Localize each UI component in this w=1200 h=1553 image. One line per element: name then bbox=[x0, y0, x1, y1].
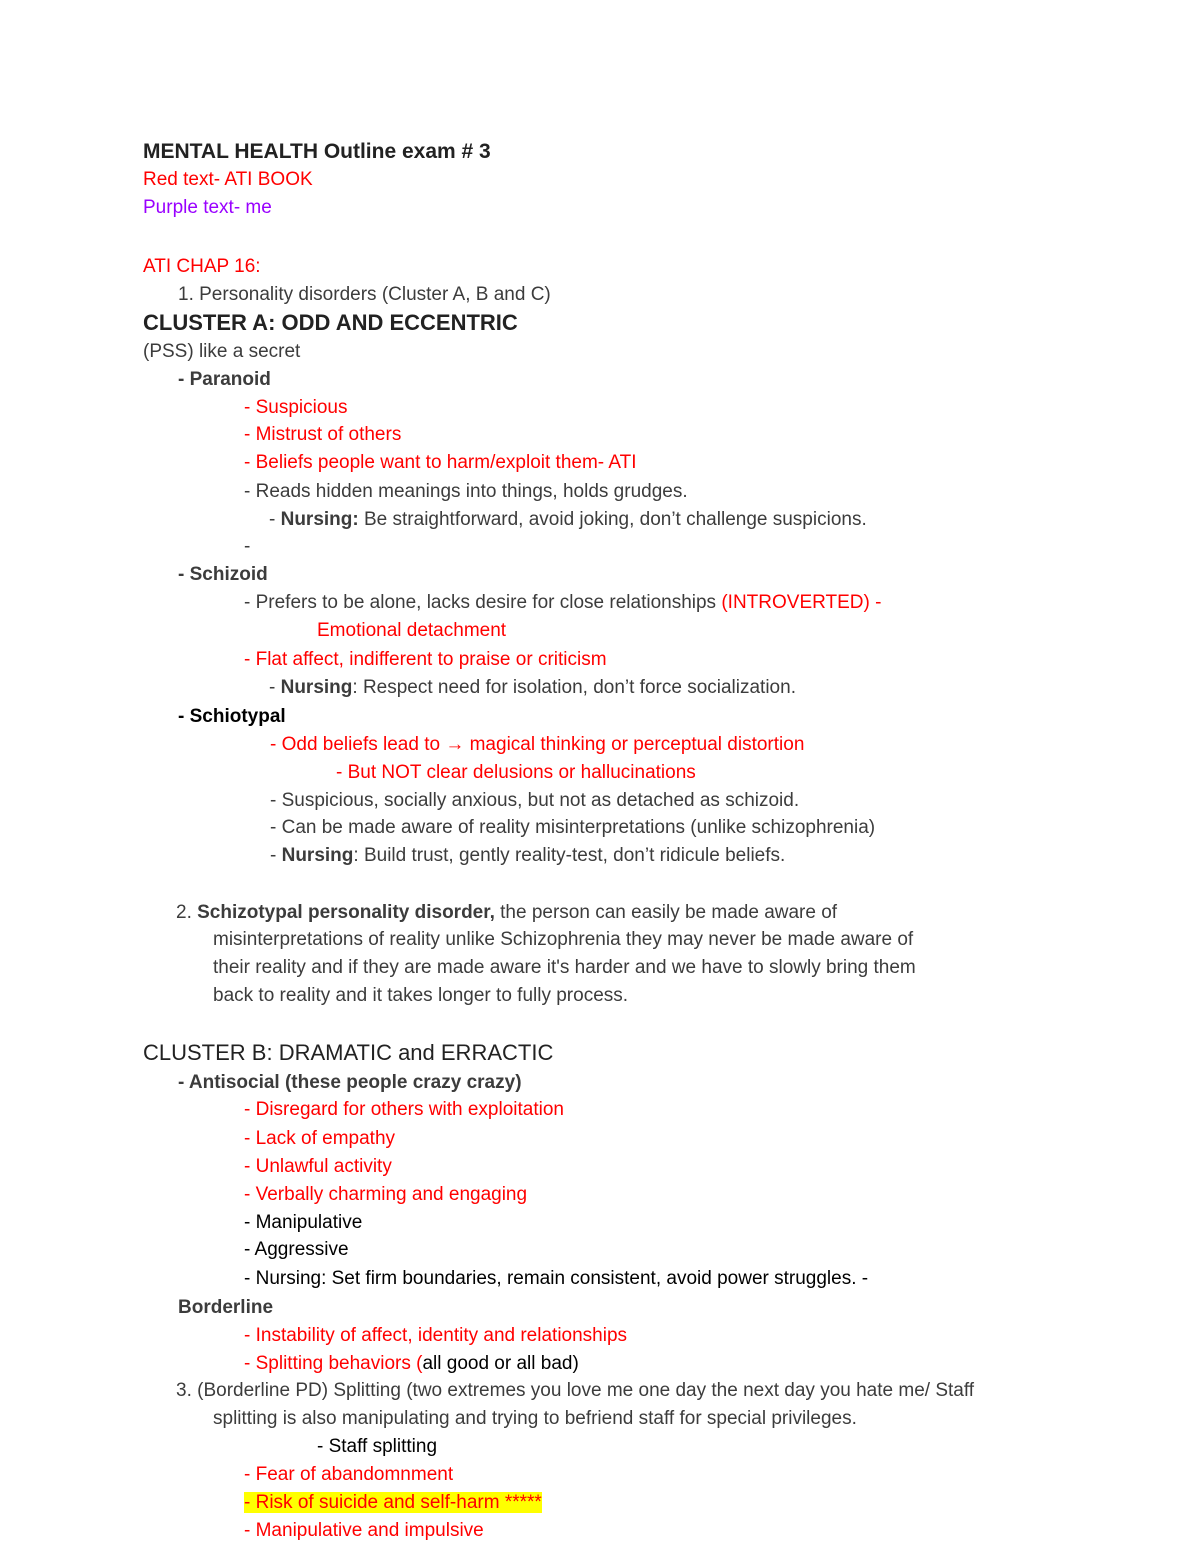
antisocial-line-3: - Unlawful activity bbox=[244, 1156, 392, 1177]
paranoid-nursing bbox=[269, 507, 867, 533]
list-item-2-line-3: their reality and if they are made aware it's harder and we have to slowly bring them bbox=[213, 957, 916, 978]
legend-red: Red text- ATI BOOK bbox=[143, 169, 313, 190]
nursing-text: : Respect need for isolation, don’t force socialization. bbox=[352, 677, 796, 698]
nursing-dash: - bbox=[270, 845, 282, 866]
list-item-2-line-4: back to reality and it takes longer to fully process. bbox=[213, 985, 629, 1006]
list-item-3-line-2: splitting is also manipulating and trying to befriend staff for special privileges. bbox=[213, 1408, 857, 1429]
pss-note: (PSS) like a secret bbox=[143, 341, 301, 362]
schiotypal-line-1: - Odd beliefs lead to → magical thinking or perceptual distortion bbox=[270, 734, 805, 755]
list-item-2-line-2: misinterpretations of reality unlike Schizophrenia they may never be made aware of bbox=[213, 929, 914, 950]
list-item-1: 1. Personality disorders (Cluster A, B and C) bbox=[178, 284, 551, 305]
schizoid-line-1-text: - Prefers to be alone, lacks desire for close relationships bbox=[244, 592, 722, 613]
list-item-2-text: the person can easily be made aware of bbox=[494, 902, 838, 923]
schizoid-line-1-red: (INTROVERTED) - bbox=[721, 592, 882, 613]
paranoid-line-2: - Mistrust of others bbox=[244, 424, 402, 445]
antisocial-heading: - Antisocial (these people crazy crazy) bbox=[178, 1072, 522, 1093]
borderline-line-3: - Fear of abandomnment bbox=[244, 1464, 454, 1485]
borderline-line-5: - Manipulative and impulsive bbox=[244, 1520, 484, 1541]
cluster-b-heading: CLUSTER B: DRAMATIC and ERRACTIC bbox=[143, 1040, 554, 1065]
nursing-label: Nursing bbox=[281, 845, 354, 866]
paranoid-empty-dash: - bbox=[244, 536, 251, 557]
schizoid-nursing bbox=[269, 675, 796, 701]
paranoid-line-1: - Suspicious bbox=[244, 397, 348, 418]
schiotypal-nursing bbox=[270, 843, 785, 869]
schiotypal-heading: - Schiotypal bbox=[178, 706, 286, 727]
schizoid-line-3: - Flat affect, indifferent to praise or criticism bbox=[244, 649, 607, 670]
paranoid-line-4: - Reads hidden meanings into things, holds grudges. bbox=[244, 481, 688, 502]
borderline-line-2-red: - Splitting behaviors ( bbox=[244, 1353, 423, 1374]
nursing-text: Be straightforward, avoid joking, don’t challenge suspicions. bbox=[358, 509, 867, 530]
list-item-2 bbox=[176, 900, 837, 926]
doc-title: MENTAL HEALTH Outline exam # 3 bbox=[143, 140, 491, 163]
nursing-label: Nursing: bbox=[280, 509, 359, 530]
highlighted-risk-text: - Risk of suicide and self-harm ***** bbox=[244, 1492, 542, 1513]
schizoid-line-2: Emotional detachment bbox=[317, 620, 507, 641]
schiotypal-line-4: - Can be made aware of reality misinterpretations (unlike schizophrenia) bbox=[270, 817, 876, 838]
cluster-a-heading: CLUSTER A: ODD AND ECCENTRIC bbox=[143, 310, 518, 335]
legend-purple: Purple text- me bbox=[143, 197, 272, 218]
list-item-2-number: 2. bbox=[176, 902, 198, 923]
schiotypal-line-2: - But NOT clear delusions or hallucinations bbox=[336, 762, 696, 783]
schizoid-heading: - Schizoid bbox=[178, 564, 268, 585]
nursing-label: Nursing bbox=[280, 677, 353, 698]
nursing-text: : Build trust, gently reality-test, don’t ridicule beliefs. bbox=[353, 845, 786, 866]
borderline-heading: Borderline bbox=[178, 1297, 274, 1318]
paranoid-heading: - Paranoid bbox=[178, 369, 271, 390]
antisocial-line-1: - Disregard for others with exploitation bbox=[244, 1099, 564, 1120]
borderline-line-1: - Instability of affect, identity and relationships bbox=[244, 1325, 628, 1346]
antisocial-line-4: - Verbally charming and engaging bbox=[244, 1184, 528, 1205]
borderline-line-2-text: all good or all bad) bbox=[422, 1353, 579, 1374]
list-item-3: 3. (Borderline PD) Splitting (two extremes you love me one day the next day you hate me/ Staff bbox=[176, 1380, 975, 1401]
borderline-line-4 bbox=[244, 1490, 542, 1516]
staff-splitting: - Staff splitting bbox=[317, 1436, 438, 1457]
schizoid-line-1 bbox=[244, 590, 881, 616]
antisocial-nursing: - Nursing: Set firm boundaries, remain consistent, avoid power struggles. - bbox=[244, 1268, 869, 1289]
list-item-2-bold: Schizotypal personality disorder, bbox=[197, 902, 495, 923]
antisocial-line-5: - Manipulative bbox=[244, 1212, 363, 1233]
paranoid-line-3: - Beliefs people want to harm/exploit them- ATI bbox=[244, 452, 637, 473]
antisocial-line-6: - Aggressive bbox=[244, 1239, 349, 1260]
antisocial-line-2: - Lack of empathy bbox=[244, 1128, 396, 1149]
schiotypal-line-3: - Suspicious, socially anxious, but not as detached as schizoid. bbox=[270, 790, 800, 811]
nursing-dash: - bbox=[269, 509, 281, 530]
nursing-dash: - bbox=[269, 677, 281, 698]
borderline-line-2 bbox=[244, 1351, 579, 1377]
chapter-heading: ATI CHAP 16: bbox=[143, 256, 261, 277]
